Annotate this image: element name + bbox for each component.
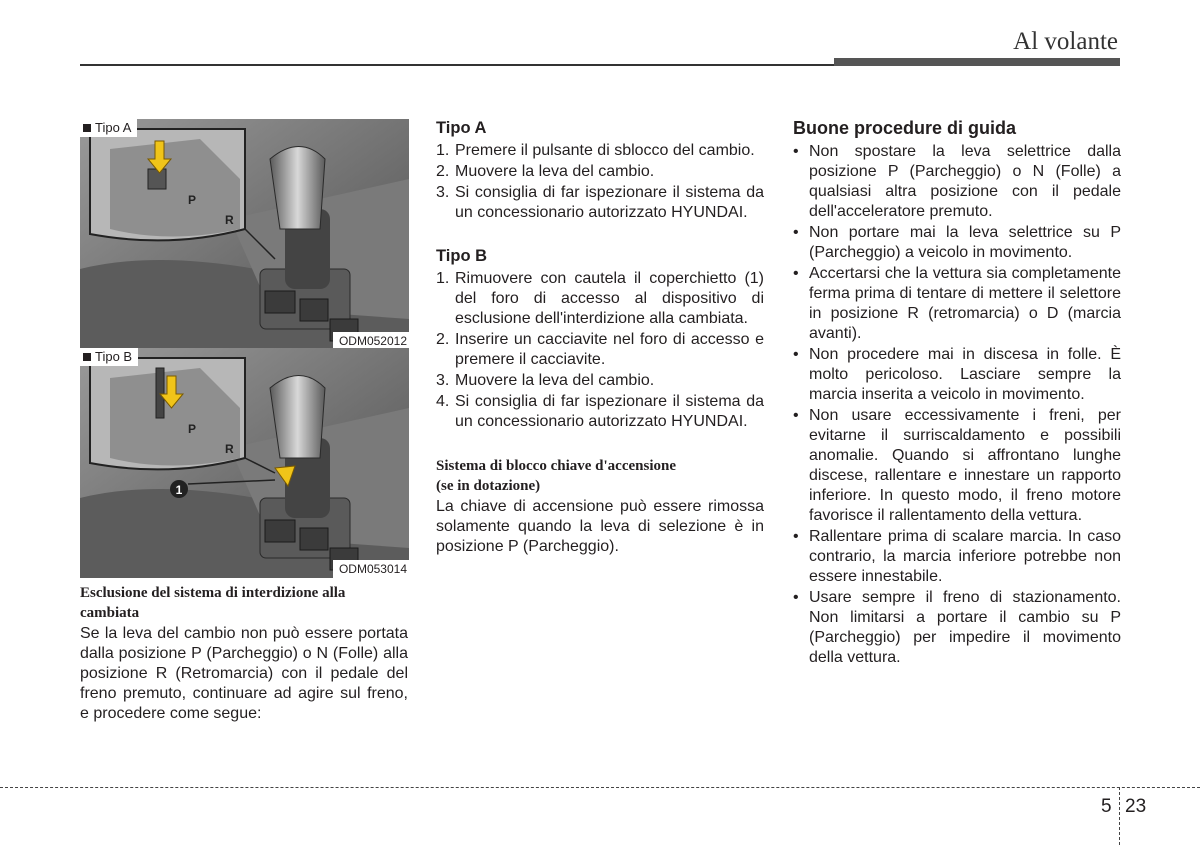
square-bullet-icon — [83, 124, 91, 132]
steps-tipo-a — [436, 141, 764, 223]
heading-buone-procedure: Buone procedure di guida — [793, 118, 1017, 138]
list-item: • Usare sempre il freno di stazionamento. Non limitarsi a portare il cambio su P (Parcheggio) per impedire il movimento della vettura. — [793, 588, 1121, 668]
svg-text:P: P — [188, 193, 197, 207]
svg-text:R: R — [225, 213, 234, 227]
column-2 — [436, 118, 764, 557]
step-number: 3. — [436, 184, 450, 201]
step-text: Muovere la leva del cambio. — [455, 372, 655, 389]
step-text: Si consiglia di far ispezionare il sistema da un concessionario autorizzato HYUNDAI. — [455, 184, 764, 221]
figure-label-text: Tipo A — [95, 120, 132, 135]
page-number: 23 — [1125, 796, 1147, 817]
key-lock-body: La chiave di accensione può essere rimossa solamente quando la leva di selezione è in posizione P (Parcheggio). — [436, 498, 764, 555]
step-text: Premere il pulsante di sblocco del cambio. — [455, 142, 755, 159]
step-number: 4. — [436, 393, 450, 410]
square-bullet-icon — [83, 353, 91, 361]
page-section-number: 5 — [1101, 796, 1112, 817]
step-number: 2. — [436, 331, 450, 348]
footer-page-divider — [1119, 787, 1120, 845]
section-body-esclusione: Se la leva del cambio non può essere portata dalla posizione P (Parcheggio) o N (Folle) alla posizione R (Retromarcia) con il pedale del freno premuto, continuare ad agire sul freno, e procedere come segue: — [80, 625, 408, 722]
step-text: Inserire un cacciavite nel foro di accesso e premere il cacciavite. — [455, 331, 764, 368]
steps-tipo-b — [436, 269, 764, 432]
svg-text:R: R — [225, 442, 234, 456]
list-item — [436, 141, 764, 161]
list-item — [436, 330, 764, 370]
figure-code: ODM053014 — [333, 560, 409, 578]
callout-number: 1 — [175, 483, 183, 497]
footer-divider — [0, 787, 1200, 788]
list-item — [436, 371, 764, 391]
list-item — [436, 269, 764, 329]
list-item: • Accertarsi che la vettura sia completamente ferma prima di tentare di mettere il selettore in posizione R (retromarcia) o D (marcia avanti). — [793, 264, 1121, 344]
column-3 — [793, 117, 1121, 669]
step-number: 3. — [436, 372, 450, 389]
list-item — [436, 392, 764, 432]
step-number: 2. — [436, 163, 450, 180]
figure-code: ODM052012 — [333, 332, 409, 350]
step-number: 1. — [436, 270, 450, 287]
step-text: Rimuovere con cautela il coperchietto (1) del foro di accesso al dispositivo di esclusione dell'interdizione alla cambiata. — [455, 270, 764, 327]
figure-tipo-a — [80, 119, 409, 350]
figure-label-text: Tipo B — [95, 349, 133, 364]
step-text: Si consiglia di far ispezionare il sistema da un concessionario autorizzato HYUNDAI. — [455, 393, 764, 430]
list-item — [436, 183, 764, 223]
list-item: • Rallentare prima di scalare marcia. In caso contrario, la marcia inferiore potrebbe non essere innestabile. — [793, 527, 1121, 587]
list-item: • Non usare eccessivamente i freni, per evitarne il surriscaldamento e possibili anomalie. Quando si affrontano lunghe discese, rallentare e innestare un rapporto inferiore. In questo modo, il freno motore favorisce il rallentamento della vettura. — [793, 406, 1121, 526]
figure-tipo-b — [80, 348, 409, 578]
figure-label-tipo-b — [80, 348, 138, 366]
bullet-list-procedures — [793, 142, 1121, 668]
gear-shifter-illustration-b — [80, 348, 409, 578]
section-heading-esclusione: Esclusione del sistema di interdizione alla cambiata — [80, 585, 346, 621]
header-rule-accent — [834, 58, 1120, 66]
spacer — [436, 224, 764, 246]
page-header-title: Al volante — [1013, 28, 1118, 55]
spacer — [436, 433, 764, 456]
heading-line: Sistema di blocco chiave d'accensione — [436, 458, 676, 474]
figure-label-tipo-a — [80, 119, 137, 137]
heading-tipo-a: Tipo A — [436, 119, 487, 137]
gear-shifter-illustration-a — [80, 119, 409, 350]
heading-line: (se in dotazione) — [436, 478, 541, 494]
list-item — [436, 162, 764, 182]
list-item: • Non portare mai la leva selettrice su P (Parcheggio) a veicolo in movimento. — [793, 223, 1121, 263]
list-item: • Non spostare la leva selettrice dalla posizione P (Parcheggio) o N (Folle) a qualsiasi altra posizione con il pedale dell'acceleratore premuto. — [793, 142, 1121, 222]
header-rule — [80, 64, 840, 66]
heading-key-lock — [436, 456, 764, 496]
step-number: 1. — [436, 142, 450, 159]
heading-tipo-b: Tipo B — [436, 247, 488, 265]
svg-text:P: P — [188, 422, 197, 436]
step-text: Muovere la leva del cambio. — [455, 163, 655, 180]
list-item: • Non procedere mai in discesa in folle. È molto pericoloso. Lasciare sempre la marcia inserita a veicolo in movimento. — [793, 345, 1121, 405]
column-1 — [80, 583, 408, 724]
